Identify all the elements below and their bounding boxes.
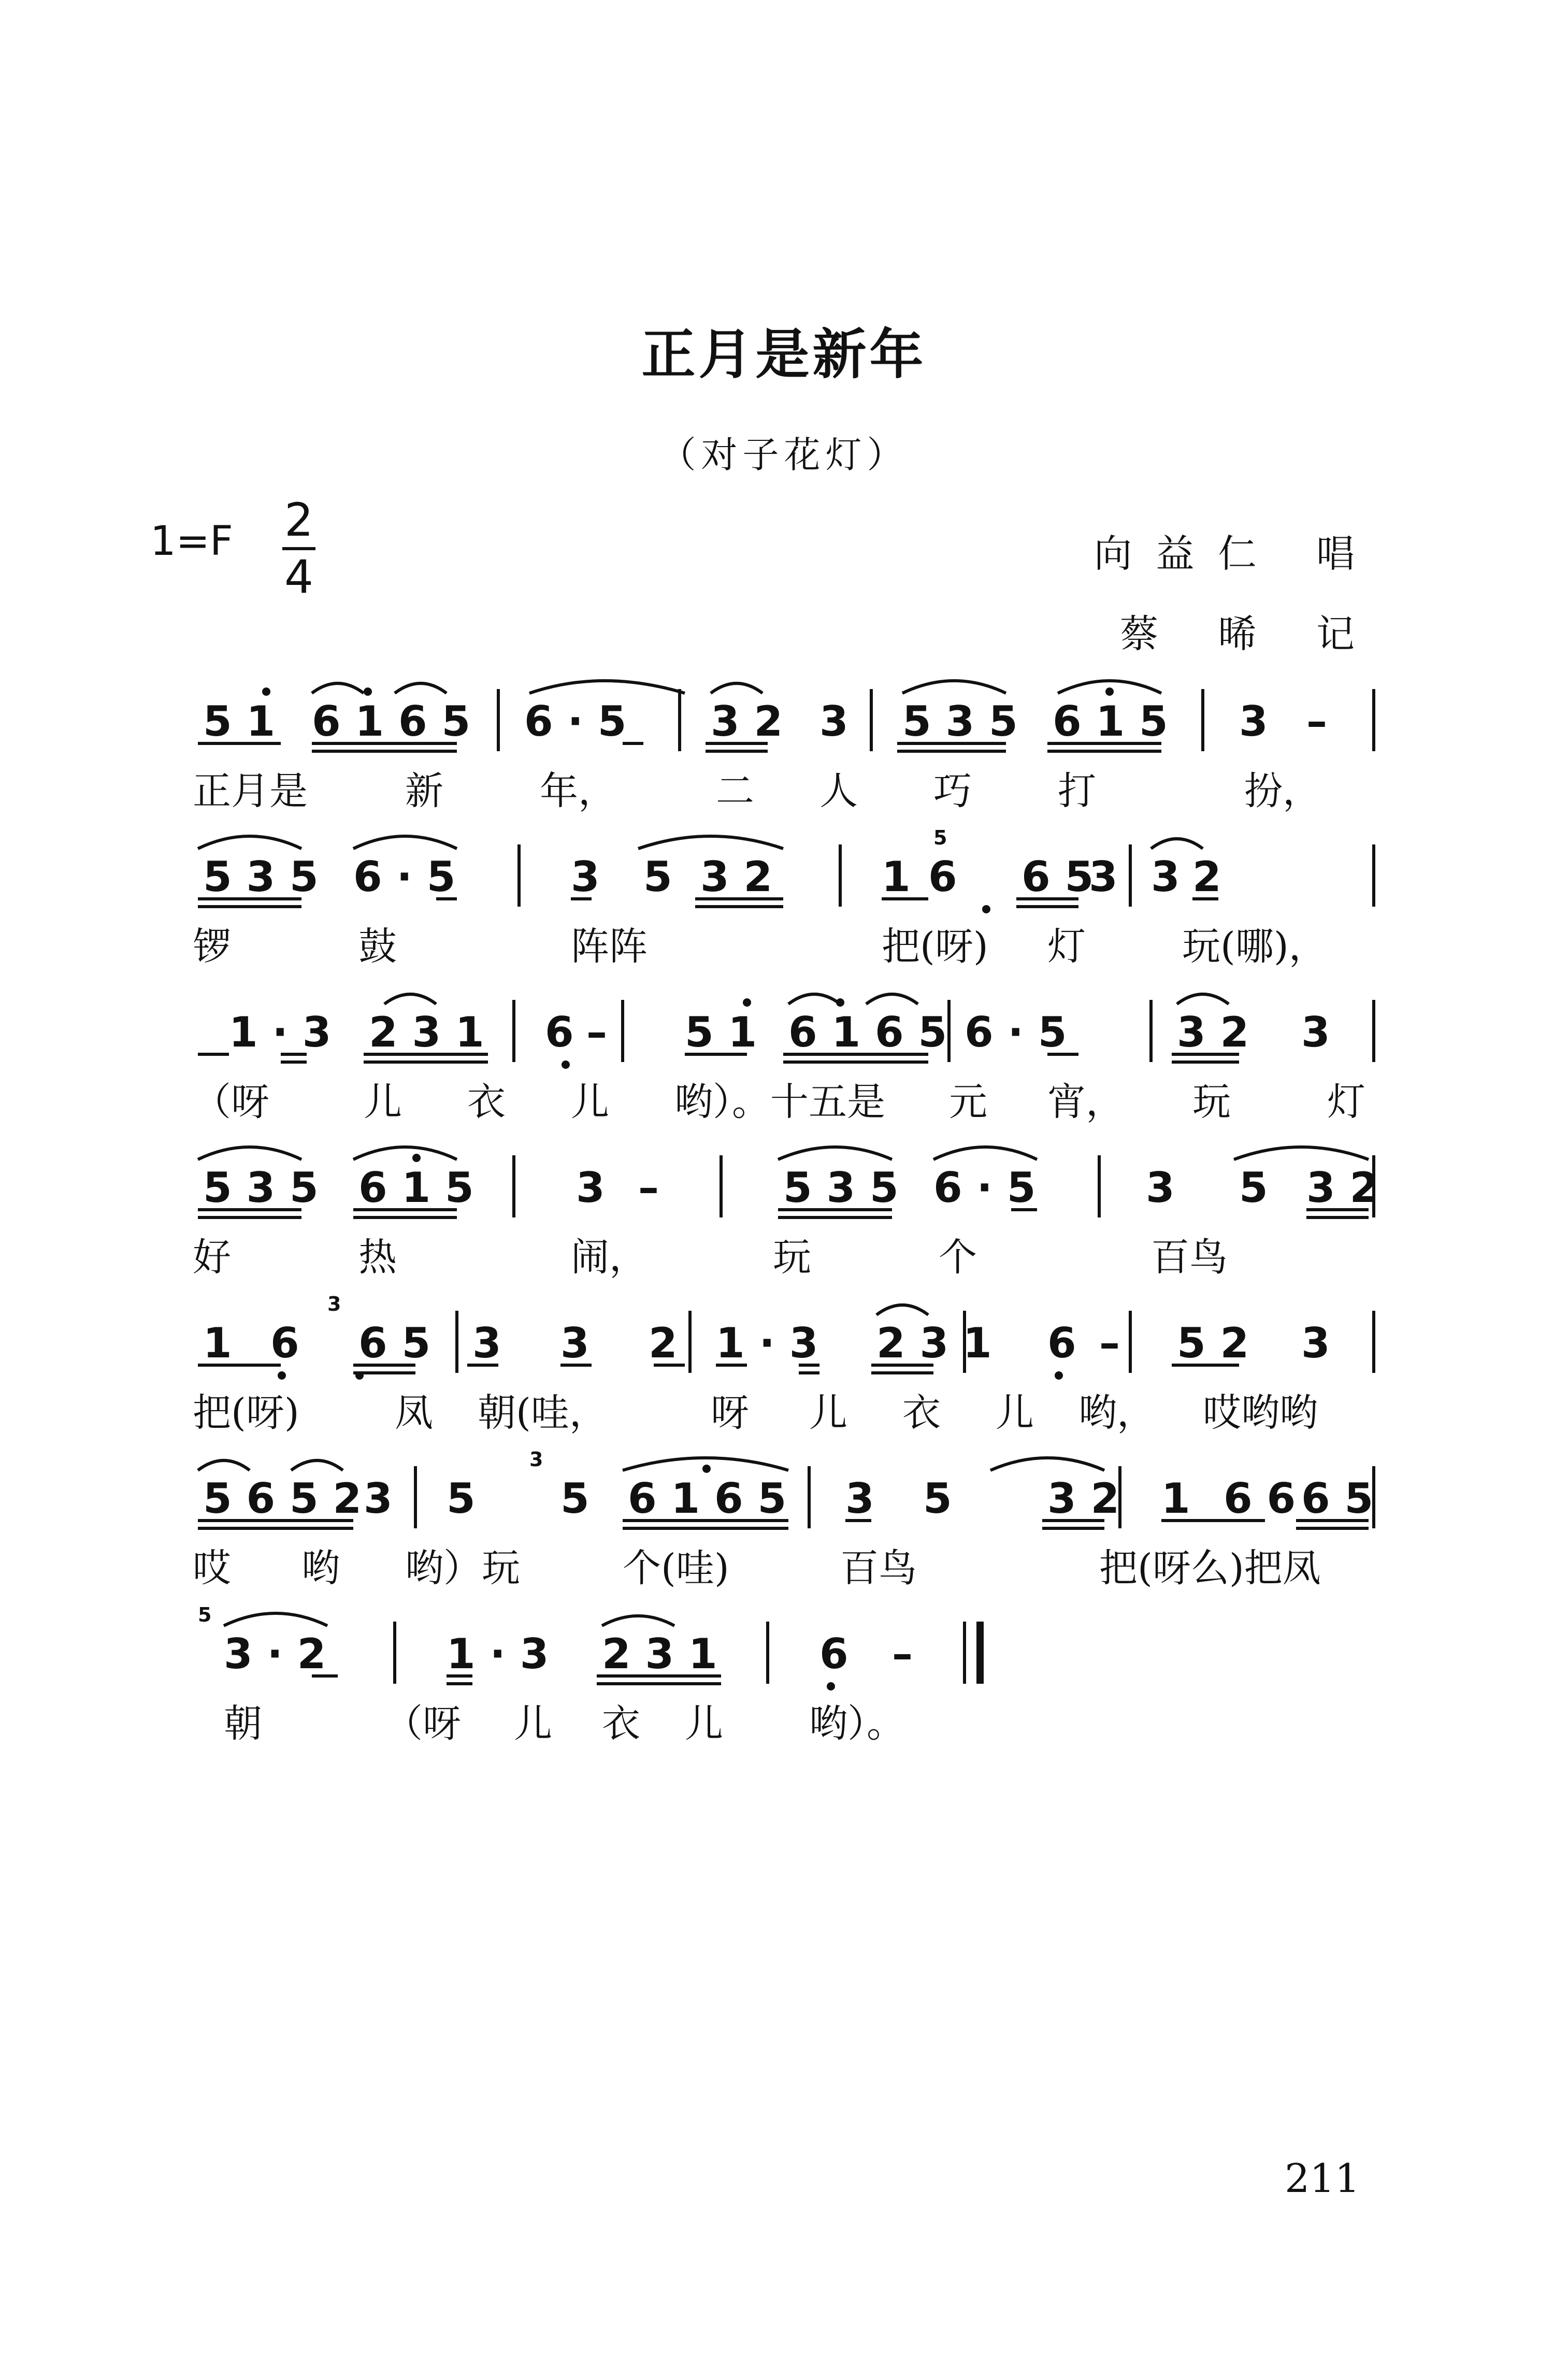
notation-row-5 xyxy=(188,1290,1389,1394)
recorder-credit: 蔡 晞 记 xyxy=(1119,612,1378,656)
svg-text:2: 2 xyxy=(649,1319,678,1367)
lyric: 玩 xyxy=(1192,1080,1231,1124)
svg-text:5: 5 xyxy=(447,1474,476,1523)
lyric: 哟 xyxy=(301,1546,340,1590)
svg-text:6 1 6 5: 6 1 6 5 xyxy=(628,1474,787,1523)
notation-row-3 xyxy=(188,979,1389,1083)
svg-text:2 3 1: 2 3 1 xyxy=(876,1319,992,1367)
svg-text:1: 1 xyxy=(882,853,911,901)
time-denominator: 4 xyxy=(284,550,313,604)
svg-text:–: – xyxy=(892,1630,913,1678)
lyric: 衣 xyxy=(902,1391,941,1435)
svg-text:6: 6 xyxy=(270,1319,299,1367)
svg-text:1: 1 xyxy=(203,1319,232,1367)
lyric: 鼓 xyxy=(358,924,397,969)
lyric: 哎 xyxy=(193,1546,231,1590)
lyric: 哟， xyxy=(1078,1391,1155,1435)
svg-text:5 3 5: 5 3 5 xyxy=(203,1164,319,1212)
svg-text:6 1 6 5: 6 1 6 5 xyxy=(788,1008,947,1056)
lyric: 儿 xyxy=(364,1080,402,1124)
lyric: 元 xyxy=(949,1080,987,1124)
svg-text:3 2: 3 2 xyxy=(711,697,783,746)
svg-text:3: 3 xyxy=(1301,1008,1330,1056)
svg-text:3 2: 3 2 xyxy=(1177,1008,1249,1056)
svg-text:–: – xyxy=(638,1164,659,1212)
lyric: 个(哇) xyxy=(623,1546,729,1590)
svg-text:2 3 1: 2 3 1 xyxy=(369,1008,484,1056)
svg-text:6 5: 6 5 xyxy=(358,1319,431,1367)
svg-text:–: – xyxy=(1306,697,1327,746)
notation-row-1 xyxy=(188,668,1389,772)
svg-text:1 · 3: 1 · 3 xyxy=(229,1008,332,1056)
svg-text:–: – xyxy=(586,1008,607,1056)
svg-text:5: 5 xyxy=(1239,1164,1268,1212)
svg-text:6 1 5: 6 1 5 xyxy=(358,1164,474,1212)
svg-text:3 2: 3 2 xyxy=(1047,1474,1120,1523)
svg-text:5 2: 5 2 xyxy=(1177,1319,1249,1367)
svg-text:3: 3 xyxy=(327,1293,341,1315)
svg-text:5: 5 xyxy=(643,853,672,901)
lyric: 二 xyxy=(716,769,754,813)
notation-row-6 xyxy=(188,1445,1389,1549)
svg-text:5 6 5 2: 5 6 5 2 xyxy=(203,1474,362,1523)
lyric: 人 xyxy=(819,769,858,813)
song-subtitle: （对子花灯） xyxy=(659,434,909,476)
lyric: （呀 xyxy=(193,1080,269,1124)
lyric: 玩(哪)， xyxy=(1182,924,1327,969)
svg-text:3: 3 xyxy=(1151,853,1180,901)
svg-text:5 1: 5 1 xyxy=(203,697,276,746)
lyric: 朝(哇， xyxy=(478,1391,608,1435)
svg-text:3: 3 xyxy=(819,697,848,746)
svg-text:2 3 1: 2 3 1 xyxy=(602,1630,717,1678)
lyric: 正月是 xyxy=(193,769,308,813)
svg-text:5: 5 xyxy=(560,1474,589,1523)
svg-text:6 · 5: 6 · 5 xyxy=(353,853,456,901)
lyric: 锣 xyxy=(193,924,231,969)
notation-row-2 xyxy=(188,824,1389,927)
time-signature xyxy=(282,493,315,604)
svg-text:6 1 6 5: 6 1 6 5 xyxy=(312,697,471,746)
score-row-4 xyxy=(188,1135,1389,1290)
svg-text:5 3 5: 5 3 5 xyxy=(783,1164,899,1212)
svg-text:3: 3 xyxy=(560,1319,589,1367)
lyric: 儿 xyxy=(571,1080,609,1124)
score-row-2 xyxy=(188,824,1389,979)
svg-text:3: 3 xyxy=(529,1448,543,1471)
notation-row-4 xyxy=(188,1135,1389,1238)
lyric: 儿 xyxy=(996,1391,1034,1435)
svg-text:6: 6 xyxy=(928,853,957,901)
lyric: 百鸟 xyxy=(1151,1235,1228,1280)
singer-credit: 向益仁 唱 xyxy=(1094,532,1378,576)
notation-row-7 xyxy=(188,1601,1389,1704)
lyric: 百鸟 xyxy=(840,1546,917,1590)
lyric: 巧 xyxy=(933,769,972,813)
lyric: 哟）。十五是 xyxy=(674,1080,885,1124)
time-numerator: 2 xyxy=(284,493,313,547)
svg-text:3 · 2: 3 · 2 xyxy=(224,1630,326,1678)
svg-text:1 · 3: 1 · 3 xyxy=(716,1319,818,1367)
lyric: 衣 xyxy=(467,1080,506,1124)
key-signature: 1=F xyxy=(150,518,233,565)
svg-text:3: 3 xyxy=(472,1319,501,1367)
lyric: 儿 xyxy=(514,1701,552,1746)
svg-text:5: 5 xyxy=(923,1474,952,1523)
lyric: 热 xyxy=(358,1235,397,1280)
svg-text:5 3 5: 5 3 5 xyxy=(203,853,319,901)
score-row-6 xyxy=(188,1445,1389,1601)
svg-text:6 5: 6 5 xyxy=(1301,1474,1374,1523)
svg-text:5 3 5: 5 3 5 xyxy=(902,697,1018,746)
lyric: 好 xyxy=(193,1235,231,1280)
svg-text:6: 6 xyxy=(1047,1319,1076,1367)
lyric: 打 xyxy=(1058,769,1096,813)
svg-text:6 5: 6 5 xyxy=(1022,853,1094,901)
svg-text:3: 3 xyxy=(1089,853,1118,901)
svg-text:5: 5 xyxy=(198,1603,212,1626)
lyric: 哎哟哟 xyxy=(1203,1391,1318,1435)
song-title: 正月是新年 xyxy=(641,323,927,386)
lyric: 个 xyxy=(939,1235,977,1280)
svg-text:1 · 3: 1 · 3 xyxy=(447,1630,549,1678)
svg-text:3: 3 xyxy=(571,853,600,901)
lyric: 凤 xyxy=(395,1391,433,1435)
score-row-5 xyxy=(188,1290,1389,1445)
svg-text:3 2: 3 2 xyxy=(700,853,773,901)
svg-text:–: – xyxy=(1099,1319,1120,1367)
lyric: 闹， xyxy=(571,1235,648,1280)
svg-text:2: 2 xyxy=(1192,853,1221,901)
svg-text:5: 5 xyxy=(933,826,947,849)
svg-text:6: 6 xyxy=(545,1008,574,1056)
lyric: 新 xyxy=(405,769,443,813)
lyric: 儿 xyxy=(685,1701,723,1746)
svg-text:1: 1 xyxy=(1161,1474,1190,1523)
lyric: 灯 xyxy=(1327,1080,1365,1124)
svg-text:5 1: 5 1 xyxy=(685,1008,757,1056)
score-row-1 xyxy=(188,668,1389,824)
lyric: 玩 xyxy=(773,1235,811,1280)
lyric: 灯 xyxy=(1047,924,1086,969)
svg-text:3: 3 xyxy=(576,1164,605,1212)
lyric: 宵， xyxy=(1047,1080,1124,1124)
score-row-7 xyxy=(188,1601,1389,1756)
score-row-3 xyxy=(188,979,1389,1135)
lyric: 儿 xyxy=(809,1391,847,1435)
lyric: 阵阵 xyxy=(571,924,648,969)
svg-text:6 6: 6 6 xyxy=(1224,1474,1296,1523)
lyric: 哟）玩 xyxy=(405,1546,520,1590)
svg-text:3: 3 xyxy=(1239,697,1268,746)
lyric: 把(呀) xyxy=(193,1391,299,1435)
lyric: 朝 xyxy=(224,1701,262,1746)
svg-text:6 · 5: 6 · 5 xyxy=(965,1008,1067,1056)
svg-text:3: 3 xyxy=(364,1474,393,1523)
lyric: 衣 xyxy=(602,1701,640,1746)
svg-text:3: 3 xyxy=(845,1474,874,1523)
lyric: 呀 xyxy=(711,1391,749,1435)
lyric: 扮， xyxy=(1244,769,1321,813)
svg-text:3 2: 3 2 xyxy=(1306,1164,1379,1212)
lyric: 哟）。 xyxy=(809,1701,905,1746)
lyric: （呀 xyxy=(384,1701,461,1746)
svg-text:6 1 5: 6 1 5 xyxy=(1053,697,1168,746)
lyric: 把(呀) xyxy=(882,924,988,969)
svg-text:6 · 5: 6 · 5 xyxy=(933,1164,1036,1212)
svg-text:3: 3 xyxy=(1301,1319,1330,1367)
page-number: 211 xyxy=(1285,2155,1360,2201)
lyric: 把(呀么)把凤 xyxy=(1099,1546,1321,1590)
lyric: 年， xyxy=(540,769,616,813)
svg-text:3: 3 xyxy=(1146,1164,1175,1212)
svg-text:6 · 5: 6 · 5 xyxy=(524,697,627,746)
svg-text:6: 6 xyxy=(819,1630,848,1678)
